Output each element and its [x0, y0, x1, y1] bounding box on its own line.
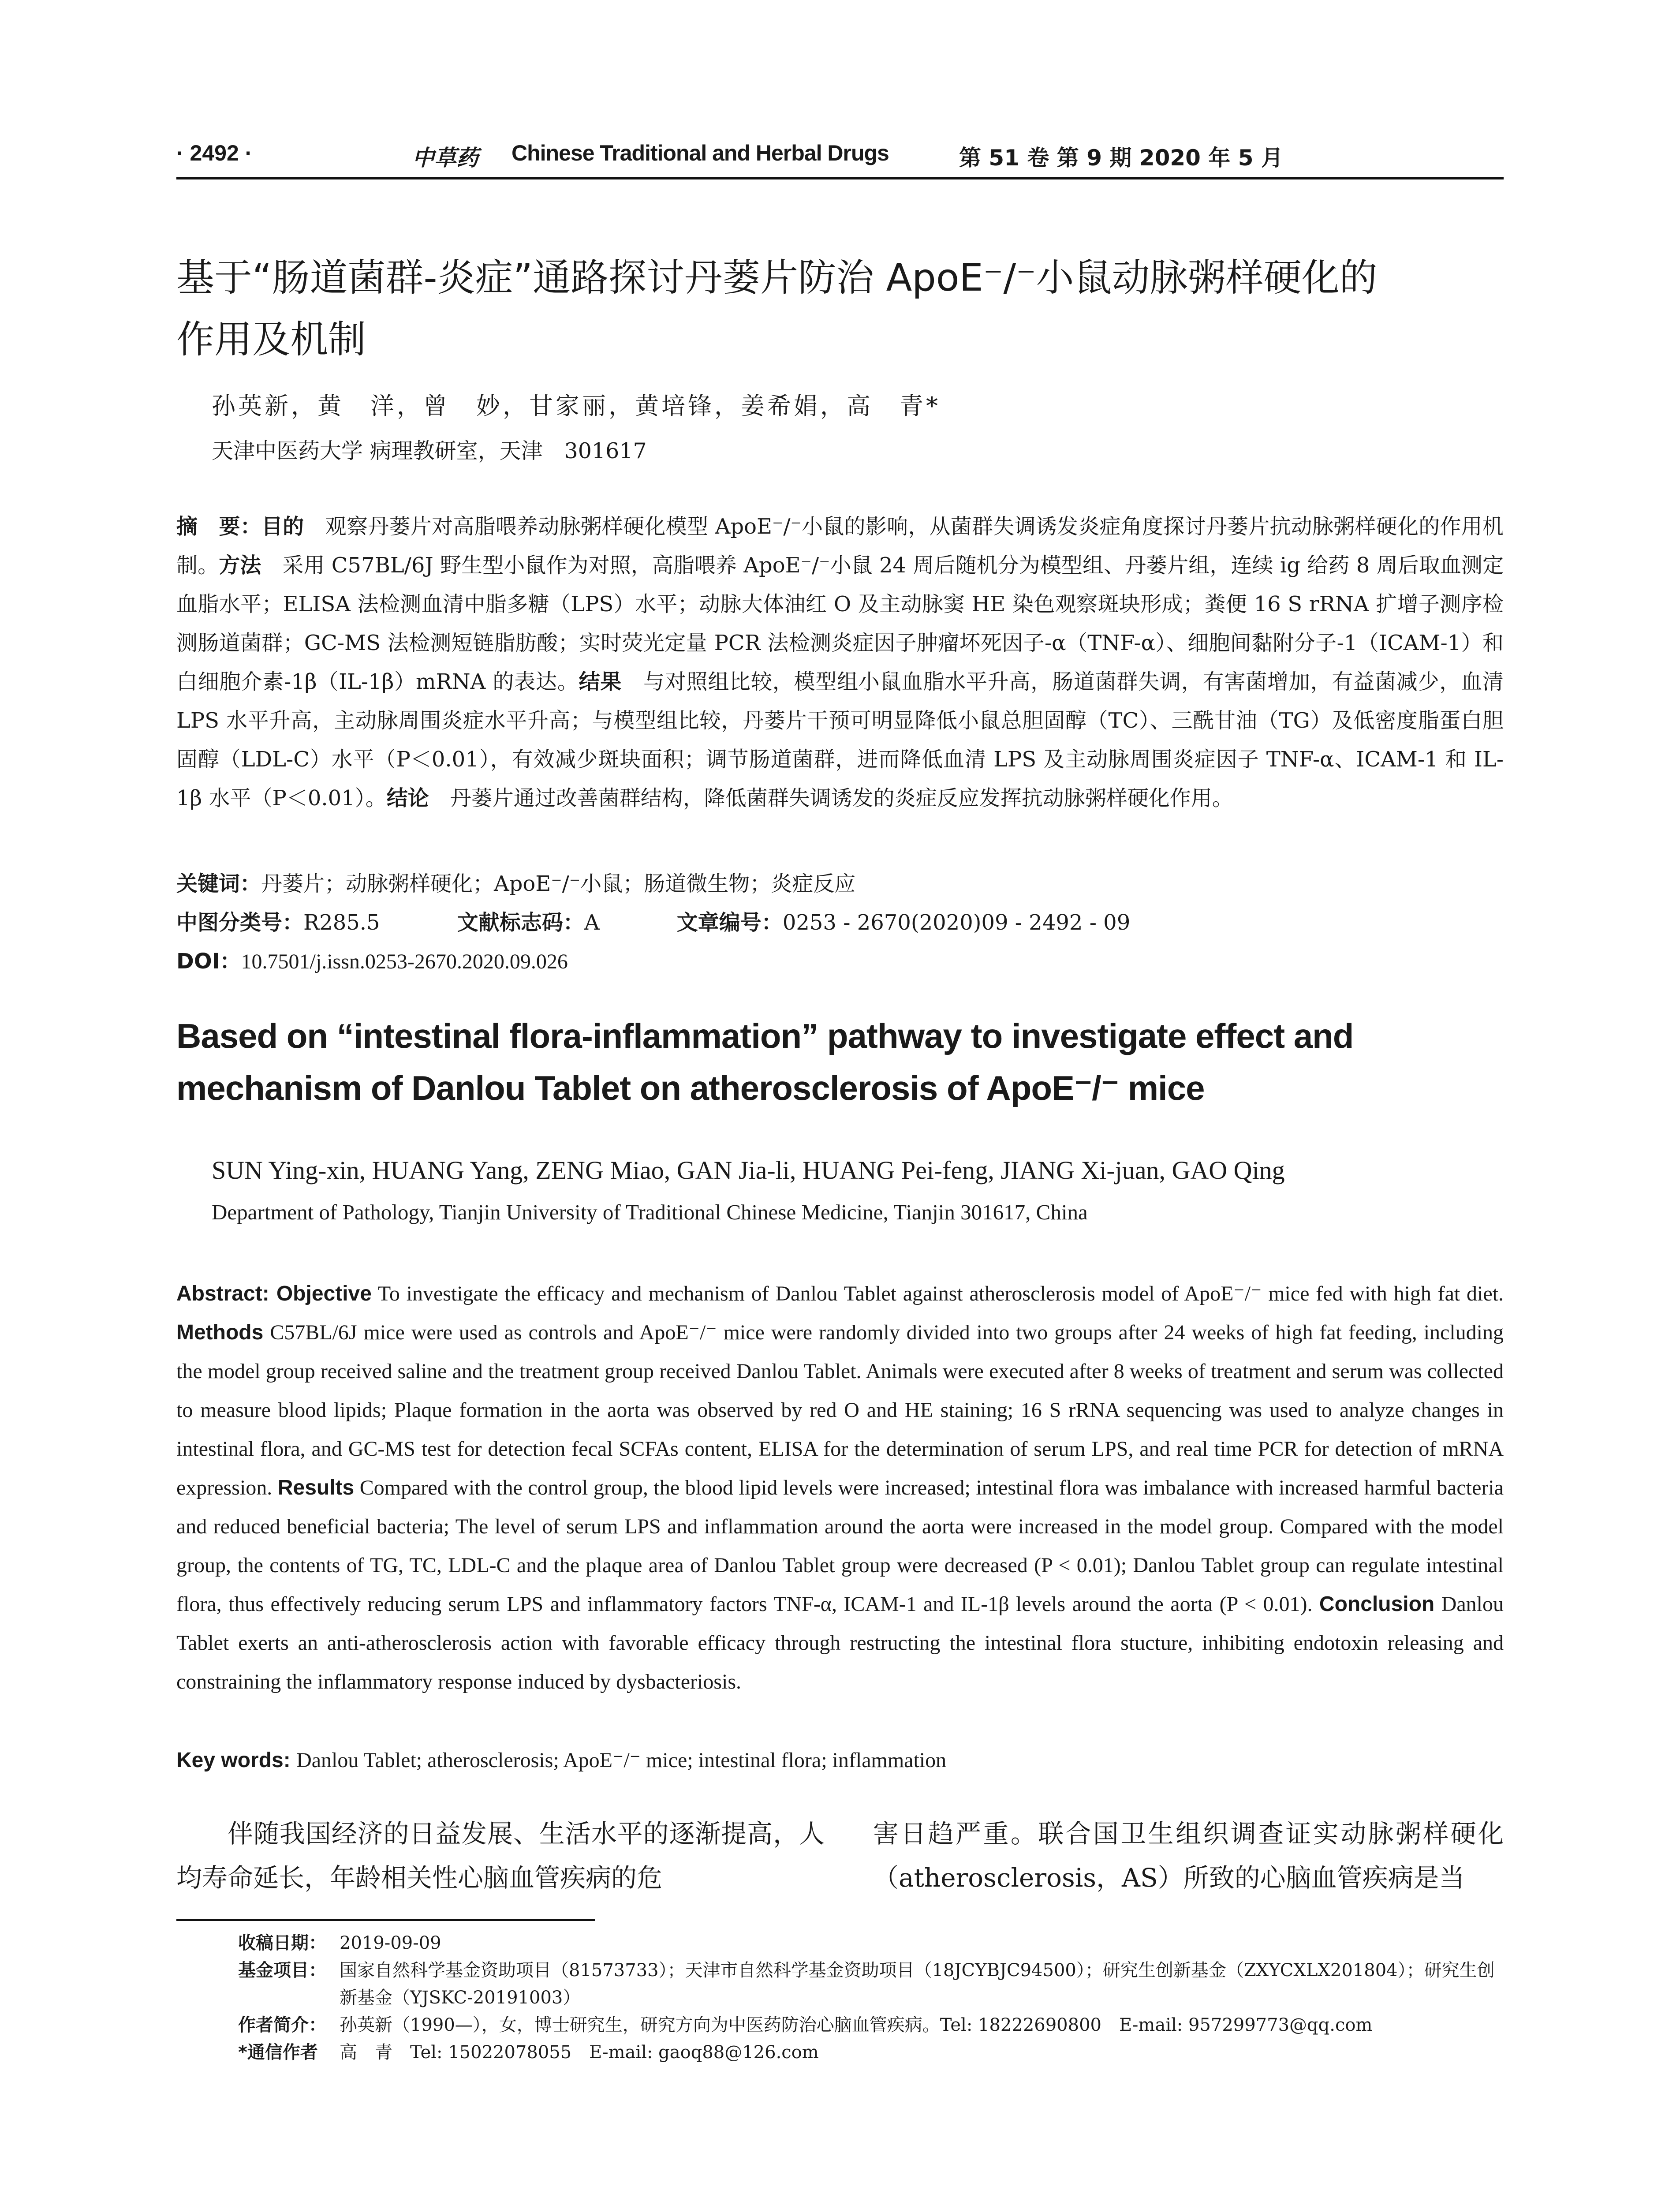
- title-cn-line-1: 基于“肠道菌群-炎症”通路探讨丹蒌片防治 ApoE⁻/⁻小鼠动脉粥样硬化的: [176, 256, 1378, 300]
- article-number-value: 0253 - 2670(2020)09 - 2492 - 09: [782, 910, 1131, 935]
- footnote-text: 2019-09-09: [340, 1933, 441, 1953]
- page-number: · 2492 ·: [176, 141, 253, 165]
- footnote-label: 作者简介：: [238, 2015, 326, 2035]
- authors-en: SUN Ying-xin, HUANG Yang, ZENG Miao, GAN Jia-li, HUANG Pei-feng, JIANG Xi-juan, GAO Qing: [212, 1156, 1285, 1185]
- objective-cn-label: 目的: [261, 514, 304, 539]
- objective-en-label: Objective: [276, 1282, 372, 1305]
- title-en-line-2: mechanism of Danlou Tablet on atherosclerosis of ApoE⁻/⁻ mice: [176, 1069, 1205, 1107]
- header-rule: [176, 177, 1504, 179]
- results-cn-label: 结果: [579, 669, 622, 694]
- keywords-en: [176, 1741, 1504, 1780]
- classification-line: [176, 903, 1504, 942]
- keywords-cn-text: 丹蒌片；动脉粥样硬化；ApoE⁻/⁻小鼠；肠道微生物；炎症反应: [261, 871, 856, 896]
- affiliation-en: Department of Pathology, Tianjin University of Traditional Chinese Medicine, Tianjin 301617, China: [212, 1200, 1088, 1224]
- footnote-label: 基金项目：: [238, 1960, 326, 1981]
- title-cn-line-2: 作用及机制: [176, 318, 366, 362]
- methods-en-label: Methods: [176, 1321, 264, 1344]
- footnote-text: 国家自然科学基金资助项目（81573733）；天津市自然科学基金资助项目（18JCYBJC94500）；研究生创新基金（ZXYCXLX201804）；研究生创新基金（YJSKC-20191003）: [340, 1960, 1495, 2008]
- results-en: Compared with the control group, the blood lipid levels were increased; intestinal flora was imbalance with increased harmful bacteria and reduced beneficial bacteria; The level of serum LPS and inflammation around the aorta were increased in the model group. Compared with the model group, the contents of TG, TC, LDL-C and the plaque area of Danlou Tablet group were decreased (P < 0.01); Danlou Tablet group can regulate intestinal flora, thus effectively reducing serum LPS and inflammatory factors TNF-α, ICAM-1 and IL-1β levels around the aorta (P < 0.01).: [176, 1476, 1504, 1616]
- footnote-label: *通信作者: [238, 2042, 318, 2063]
- abstract-en-label: Abstract:: [176, 1282, 276, 1305]
- methods-en: C57BL/6J mice were used as controls and ApoE⁻/⁻ mice were randomly divided into two groups after 24 weeks of high fat feeding, including the model group received saline and the treatment group received Danlou Tablet. Animals were executed after 8 weeks of treatment and serum was collected to measure blood lipids; Plaque formation in the aorta was observed by red O and HE staining; 16 S rRNA sequencing was used to analyze changes in intestinal flora, and GC-MS test for detection fecal SCFAs content, ELISA for the determination of serum LPS, and real time PCR for detection of mRNA expression.: [176, 1321, 1504, 1499]
- clc-label: 中图分类号：: [176, 910, 304, 935]
- keywords-en-text: Danlou Tablet; atherosclerosis; ApoE⁻/⁻ mice; intestinal flora; inflammation: [296, 1749, 947, 1772]
- article-title-en: [176, 1010, 1504, 1114]
- authors-cn: 孙英新，黄 洋，曾 妙，甘家丽，黄培锋，姜希娟，高 青*: [212, 392, 941, 420]
- title-en-line-1: Based on “intestinal flora-inflammation” pathway to investigate effect and: [176, 1017, 1354, 1055]
- methods-cn-label: 方法: [219, 553, 261, 578]
- journal-name-cn: 中草药: [412, 145, 478, 171]
- doi-value[interactable]: 10.7501/j.issn.0253-2670.2020.09.026: [241, 950, 568, 973]
- keywords-cn-label: 关键词：: [176, 871, 261, 896]
- methods-cn: 采用 C57BL/6J 野生型小鼠作为对照，高脂喂养 ApoE⁻/⁻小鼠 24 周后随机分为模型组、丹蒌片组，连续 ig 给药 8 周后取血测定血脂水平；ELISA 法检测血清中脂多糖（LPS）水平；动脉大体油红 O 及主动脉窦 HE 染色观察斑块形成；粪便 16 S rRNA 扩增子测序检测肠道菌群；GC-MS 法检测短链脂肪酸；实时荧光定量 PCR 法检测炎症因子肿瘤坏死因子-α（TNF-α）、细胞间黏附分子-1（ICAM-1）和白细胞介素-1β（IL-1β）mRNA 的表达。: [176, 553, 1504, 694]
- objective-en: To investigate the efficacy and mechanism of Danlou Tablet against atherosclerosis model of ApoE⁻/⁻ mice fed with high fat diet.: [371, 1282, 1504, 1305]
- affiliation-cn: 天津中医药大学 病理教研室，天津 301617: [212, 438, 647, 463]
- running-header: [176, 140, 1504, 176]
- footnote-item: [238, 2039, 1504, 2066]
- footnote-item: [238, 1929, 1504, 1957]
- footnote-rule: [176, 1919, 595, 1921]
- footnote-item: [238, 2011, 1504, 2039]
- doi-line: [176, 942, 1504, 981]
- body-column-left: 伴随我国经济的日益发展、生活水平的逐渐提高，人均寿命延长，年龄相关性心脑血管疾病的危: [176, 1819, 825, 1893]
- issue-info: 第 51 卷 第 9 期 2020 年 5 月: [959, 145, 1283, 171]
- footnote-text: 高 青 Tel: 15022078055 E-mail: gaoq88@126.com: [340, 2042, 819, 2063]
- conclusion-cn: 丹蒌片通过改善菌群结构，降低菌群失调诱发的炎症反应发挥抗动脉粥样硬化作用。: [429, 786, 1233, 811]
- keywords-en-label: Key words:: [176, 1749, 297, 1772]
- conclusion-cn-label: 结论: [386, 786, 429, 811]
- clc-value: R285.5: [303, 910, 380, 935]
- abstract-cn: [176, 507, 1504, 818]
- footnote-item: [238, 1957, 1504, 2011]
- objective-cn: 观察丹蒌片对高脂喂养动脉粥样硬化模型 ApoE⁻/⁻小鼠的影响，从菌群失调诱发炎症角度探讨丹蒌片抗动脉粥样硬化的作用机制。: [176, 514, 1504, 578]
- article-title-cn: [176, 247, 1504, 370]
- abstract-cn-label: 摘 要：: [176, 514, 261, 539]
- conclusion-en-label: Conclusion: [1319, 1592, 1435, 1616]
- doi-label: DOI：: [176, 949, 241, 974]
- article-number-label: 文章编号：: [676, 910, 783, 935]
- keywords-cn: [176, 864, 1504, 903]
- conclusion-en: Danlou Tablet exerts an anti-atherosclerosis action with favorable efficacy through restructing the intestinal flora stucture, inhibiting endotoxin releasing and constraining the inflammatory response induced by dysbacteriosis.: [176, 1592, 1504, 1693]
- results-cn: 与对照组比较，模型组小鼠血脂水平升高，肠道菌群失调，有害菌增加，有益菌减少，血清 LPS 水平升高，主动脉周围炎症水平升高；与模型组比较，丹蒌片干预可明显降低小鼠总胆固醇（TC）、三酰甘油（TG）及低密度脂蛋白胆固醇（LDL-C）水平（P＜0.01），有效减少斑块面积；调节肠道菌群，进而降低血清 LPS 及主动脉周围炎症因子 TNF-α、ICAM-1 和 IL-1β 水平（P＜0.01）。: [176, 669, 1504, 811]
- footnote-label: 收稿日期：: [238, 1933, 326, 1953]
- footnotes: [238, 1929, 1504, 2066]
- body-column-right: 害日趋严重。联合国卫生组织调查证实动脉粥样硬化（atherosclerosis，AS）所致的心脑血管疾病是当: [873, 1819, 1504, 1893]
- doccode-value: A: [584, 910, 600, 935]
- results-en-label: Results: [277, 1476, 355, 1499]
- abstract-en: [176, 1274, 1504, 1701]
- footnote-text: 孙英新（1990—），女，博士研究生，研究方向为中医药防治心脑血管疾病。Tel: 18222690800 E-mail: 957299773@qq.com: [340, 2015, 1373, 2035]
- doccode-label: 文献标志码：: [457, 910, 584, 935]
- journal-name-en: Chinese Traditional and Herbal Drugs: [511, 141, 889, 165]
